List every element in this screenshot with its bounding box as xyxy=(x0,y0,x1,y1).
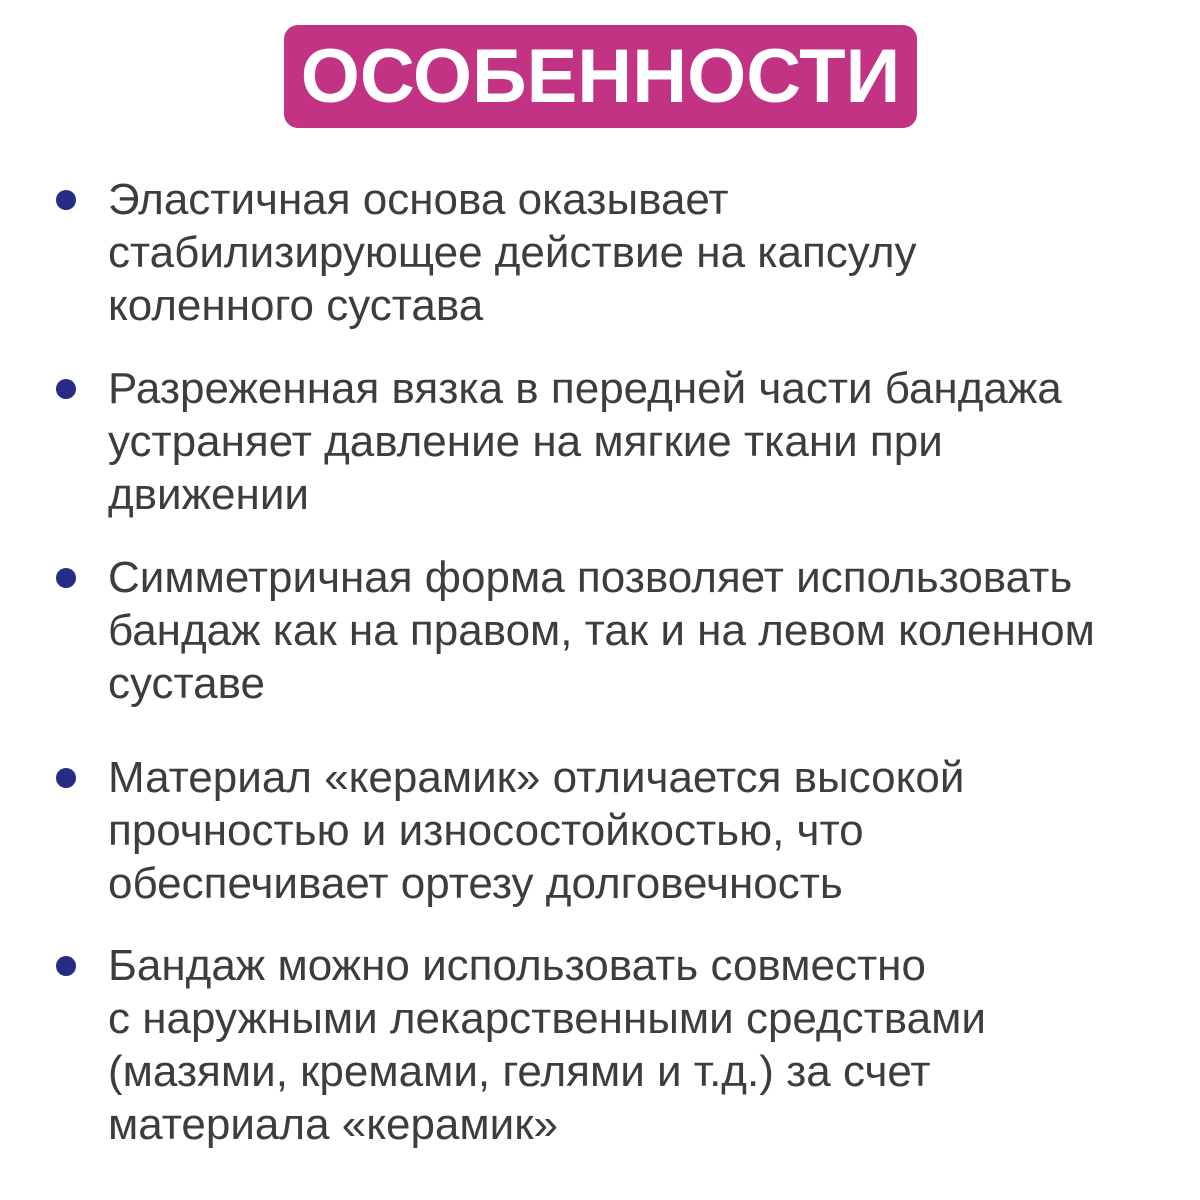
feature-line: обеспечивает ортезу долговечность xyxy=(108,859,843,908)
feature-line: стабилизирующее действие на капсулу xyxy=(108,228,917,277)
feature-line: Эластичная основа оказывает xyxy=(108,175,729,224)
page-title: ОСОБЕННОСТИ xyxy=(300,33,901,119)
feature-line: с наружными лекарственными средствами xyxy=(108,994,986,1043)
feature-line: материала «керамик» xyxy=(108,1100,558,1149)
feature-line: Материал «керамик» отличается высокой xyxy=(108,753,965,802)
feature-line: устраняет давление на мягкие ткани при xyxy=(108,417,943,466)
feature-line: Разреженная вязка в передней части бандажа xyxy=(108,364,1062,413)
feature-line: бандаж как на правом, так и на левом коленном xyxy=(108,606,1095,655)
bullet-icon xyxy=(56,190,76,210)
feature-line: (мазями, кремами, гелями и т.д.) за счет xyxy=(108,1047,931,1096)
bullet-icon xyxy=(56,568,76,588)
bullet-icon xyxy=(56,956,76,976)
feature-line: Симметричная форма позволяет использовать xyxy=(108,553,1073,602)
feature-line: Бандаж можно использовать совместно xyxy=(108,941,926,990)
bullet-icon xyxy=(56,379,76,399)
bullet-icon xyxy=(56,768,76,788)
feature-line: коленного сустава xyxy=(108,281,484,330)
feature-line: прочностью и износостойкостью, что xyxy=(108,806,864,855)
feature-line: движении xyxy=(108,470,309,519)
feature-line: суставе xyxy=(108,659,265,708)
